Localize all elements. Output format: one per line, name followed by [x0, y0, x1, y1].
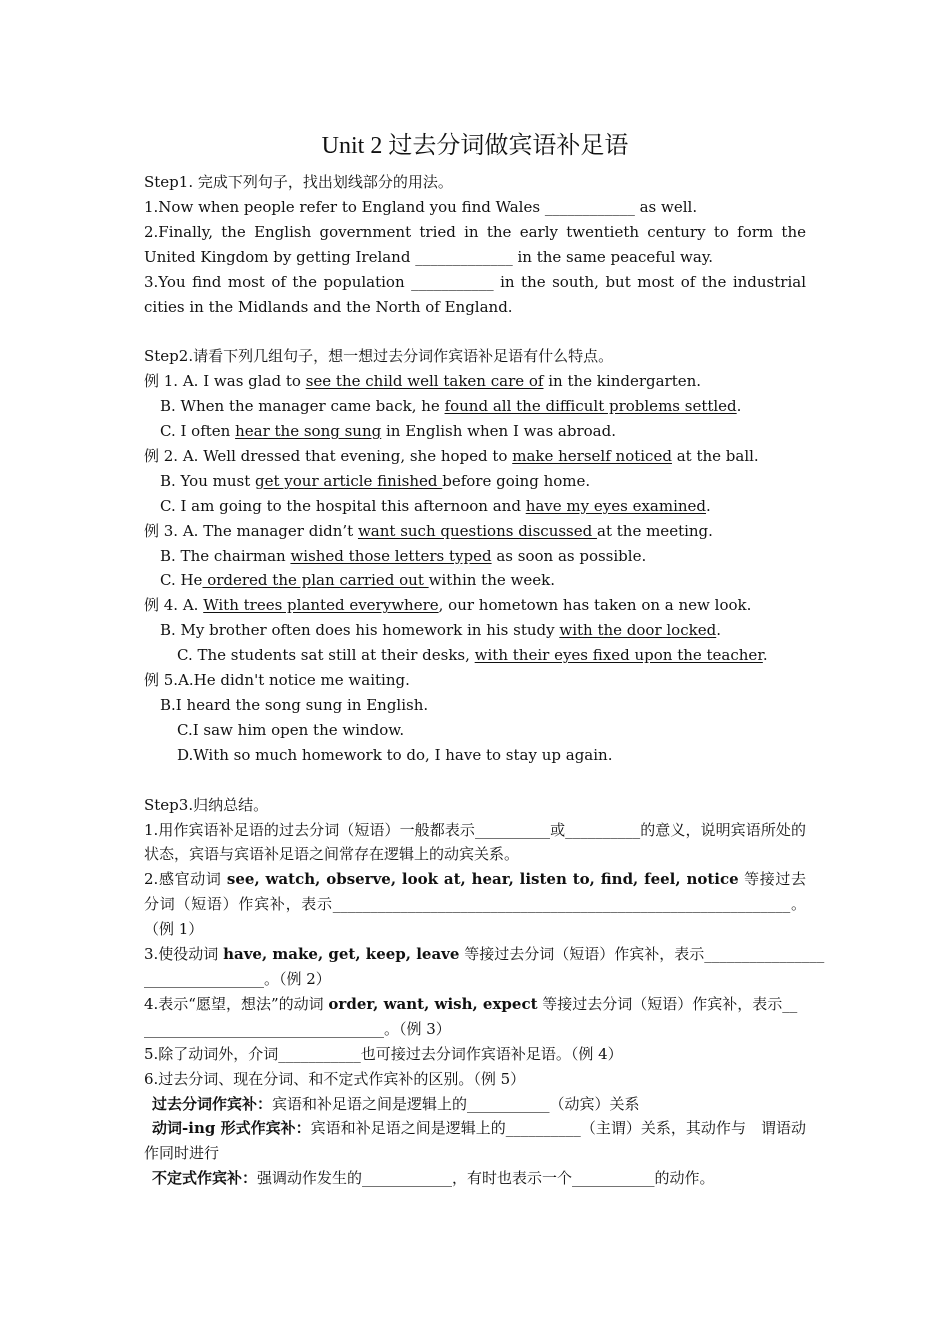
example-4b [144, 618, 806, 643]
summary-label: 动词-ing 形式作宾补： [152, 1119, 311, 1138]
underlined-phrase: have my eyes examined [525, 496, 707, 515]
summary-point-4-continued: ________________________________。（例 3） [144, 1019, 451, 1038]
summary-text: 强调动作发生的____________，有时也表示一个___________的动作。 [257, 1169, 715, 1188]
summary-label: 过去分词作宾补： [152, 1094, 273, 1113]
summary-text: 宾语和补足语之间是逻辑上的__________（主谓）关系，其动作与 谓语动作同时进行 [144, 1119, 806, 1163]
example-text: 例 1. A. I was glad to [144, 372, 306, 391]
underlined-phrase: make herself noticed [512, 446, 672, 465]
summary-label: 不定式作宾补： [152, 1169, 258, 1188]
underlined-phrase: want such questions discussed [357, 521, 598, 540]
summary-text: 等接过去分词（短语）作宾补，表示__ [537, 994, 798, 1013]
verb-list: order, want, wish, expect [328, 994, 538, 1013]
summary-text: 4.表示“愿望，想法”的动词 [144, 994, 329, 1013]
underlined-phrase: found all the difficult problems settled [444, 397, 737, 416]
example-text: C. I am going to the hospital this afternoon and [160, 496, 526, 515]
underlined-phrase: with the door locked [559, 621, 717, 640]
summary-text: 宾语和补足语之间是逻辑上的___________（动宾）关系 [272, 1094, 640, 1113]
underlined-phrase: with their eyes fixed upon the teacher [474, 646, 763, 665]
example-text: C. He [160, 571, 203, 590]
example-text: C. I often [160, 422, 236, 441]
example-text: as soon as possible. [491, 546, 647, 565]
example-3c [144, 568, 806, 593]
example-5b: B.I heard the song sung in English. [160, 696, 429, 715]
summary-text: 等接过去分词（短语）作宾补，表示________________ [459, 945, 825, 964]
step1-sentence-3: 3.You find most of the population ___________ in the south, but most of the industrial cities in the Midlands and the North of England. [144, 272, 806, 316]
summary-text: 2.感官动词 [144, 870, 227, 889]
example-3b [144, 544, 806, 569]
example-text: 例 4. A. [144, 596, 204, 615]
example-text: . [762, 646, 768, 665]
example-text: . [706, 496, 711, 515]
example-4a [144, 593, 806, 618]
example-text: in the kindergarten. [543, 372, 702, 391]
step1-sentence-2: 2.Finally, the English government tried in the early twentieth century to form the United Kingdom by getting Ireland _____________ in the same peaceful way. [144, 222, 806, 266]
example-2b [144, 469, 806, 494]
example-3a [144, 519, 806, 544]
example-5a: 例 5.A.He didn't notice me waiting. [144, 671, 410, 690]
spacer [144, 768, 806, 793]
verb-list: see, watch, observe, look at, hear, listen to, find, feel, notice [226, 870, 739, 889]
example-text: , our hometown has taken on a new look. [438, 596, 752, 615]
underlined-phrase: ordered the plan carried out [202, 571, 429, 590]
summary-point-1: 1.用作宾语补足语的过去分词（短语）一般都表示__________或__________的意义，说明宾语所处的状态，宾语与宾语补足语之间常存在逻辑上的动宾关系。 [144, 820, 806, 864]
summary-point-3 [144, 942, 825, 967]
summary-past-participle [144, 1092, 806, 1117]
example-text: C. The students sat still at their desks, [177, 646, 475, 665]
verb-list: have, make, get, keep, leave [223, 945, 460, 964]
example-text: B. The chairman [160, 546, 291, 565]
example-5c: C.I saw him open the window. [177, 720, 405, 739]
summary-point-3-continued: ________________。（例 2） [144, 969, 331, 988]
summary-point-4 [144, 992, 806, 1017]
page-title: Unit 2 过去分词做宾语补足语 [321, 133, 629, 159]
step1-sentence-1: 1.Now when people refer to England you find Wales ____________ as well. [144, 197, 698, 216]
example-text: B. You must [160, 471, 255, 490]
summary-text: 等接过去分词（短语）作宾补，表示_____________________________________________________________。（例 1） [144, 870, 806, 939]
summary-ing-form [144, 1116, 806, 1166]
document-page [144, 130, 825, 1191]
example-4c [144, 643, 806, 668]
example-2c [144, 494, 806, 519]
underlined-phrase: get your article finished [255, 471, 443, 490]
step2-heading: Step2.请看下列几组句子，想一想过去分词作宾语补足语有什么特点。 [144, 347, 614, 366]
summary-point-2 [144, 867, 806, 942]
example-text: before going home. [442, 471, 591, 490]
example-1c [144, 419, 806, 444]
summary-point-6: 6.过去分词、现在分词、和不定式作宾补的区别。（例 5） [144, 1069, 526, 1088]
example-text: B. My brother often does his homework in his study [160, 621, 560, 640]
example-text: B. When the manager came back, he [160, 397, 445, 416]
example-text: within the week. [428, 571, 555, 590]
example-text: at the ball. [671, 446, 759, 465]
underlined-phrase: see the child well taken care of [305, 372, 544, 391]
example-5d: D.With so much homework to do, I have to stay up again. [177, 745, 613, 764]
step1-heading: Step1. 完成下列句子，找出划线部分的用法。 [144, 173, 453, 191]
underlined-phrase: With trees planted everywhere [203, 596, 439, 615]
example-1a [144, 369, 806, 394]
example-text: in English when I was abroad. [381, 422, 616, 441]
example-text: . [716, 621, 721, 640]
underlined-phrase: hear the song sung [235, 422, 382, 441]
underlined-phrase: wished those letters typed [290, 546, 492, 565]
example-2a [144, 444, 806, 469]
example-text: . [736, 397, 742, 416]
example-text: 例 3. A. The manager didn’t [144, 521, 358, 540]
spacer [144, 319, 806, 344]
example-text: 例 2. A. Well dressed that evening, she hoped to [144, 446, 513, 465]
summary-point-5: 5.除了动词外，介词___________也可接过去分词作宾语补足语。（例 4） [144, 1044, 623, 1063]
summary-text: 3.使役动词 [144, 945, 224, 964]
summary-infinitive [144, 1166, 806, 1191]
example-1b [144, 394, 806, 419]
example-text: at the meeting. [597, 521, 713, 540]
step3-heading: Step3.归纳总结。 [144, 795, 269, 814]
